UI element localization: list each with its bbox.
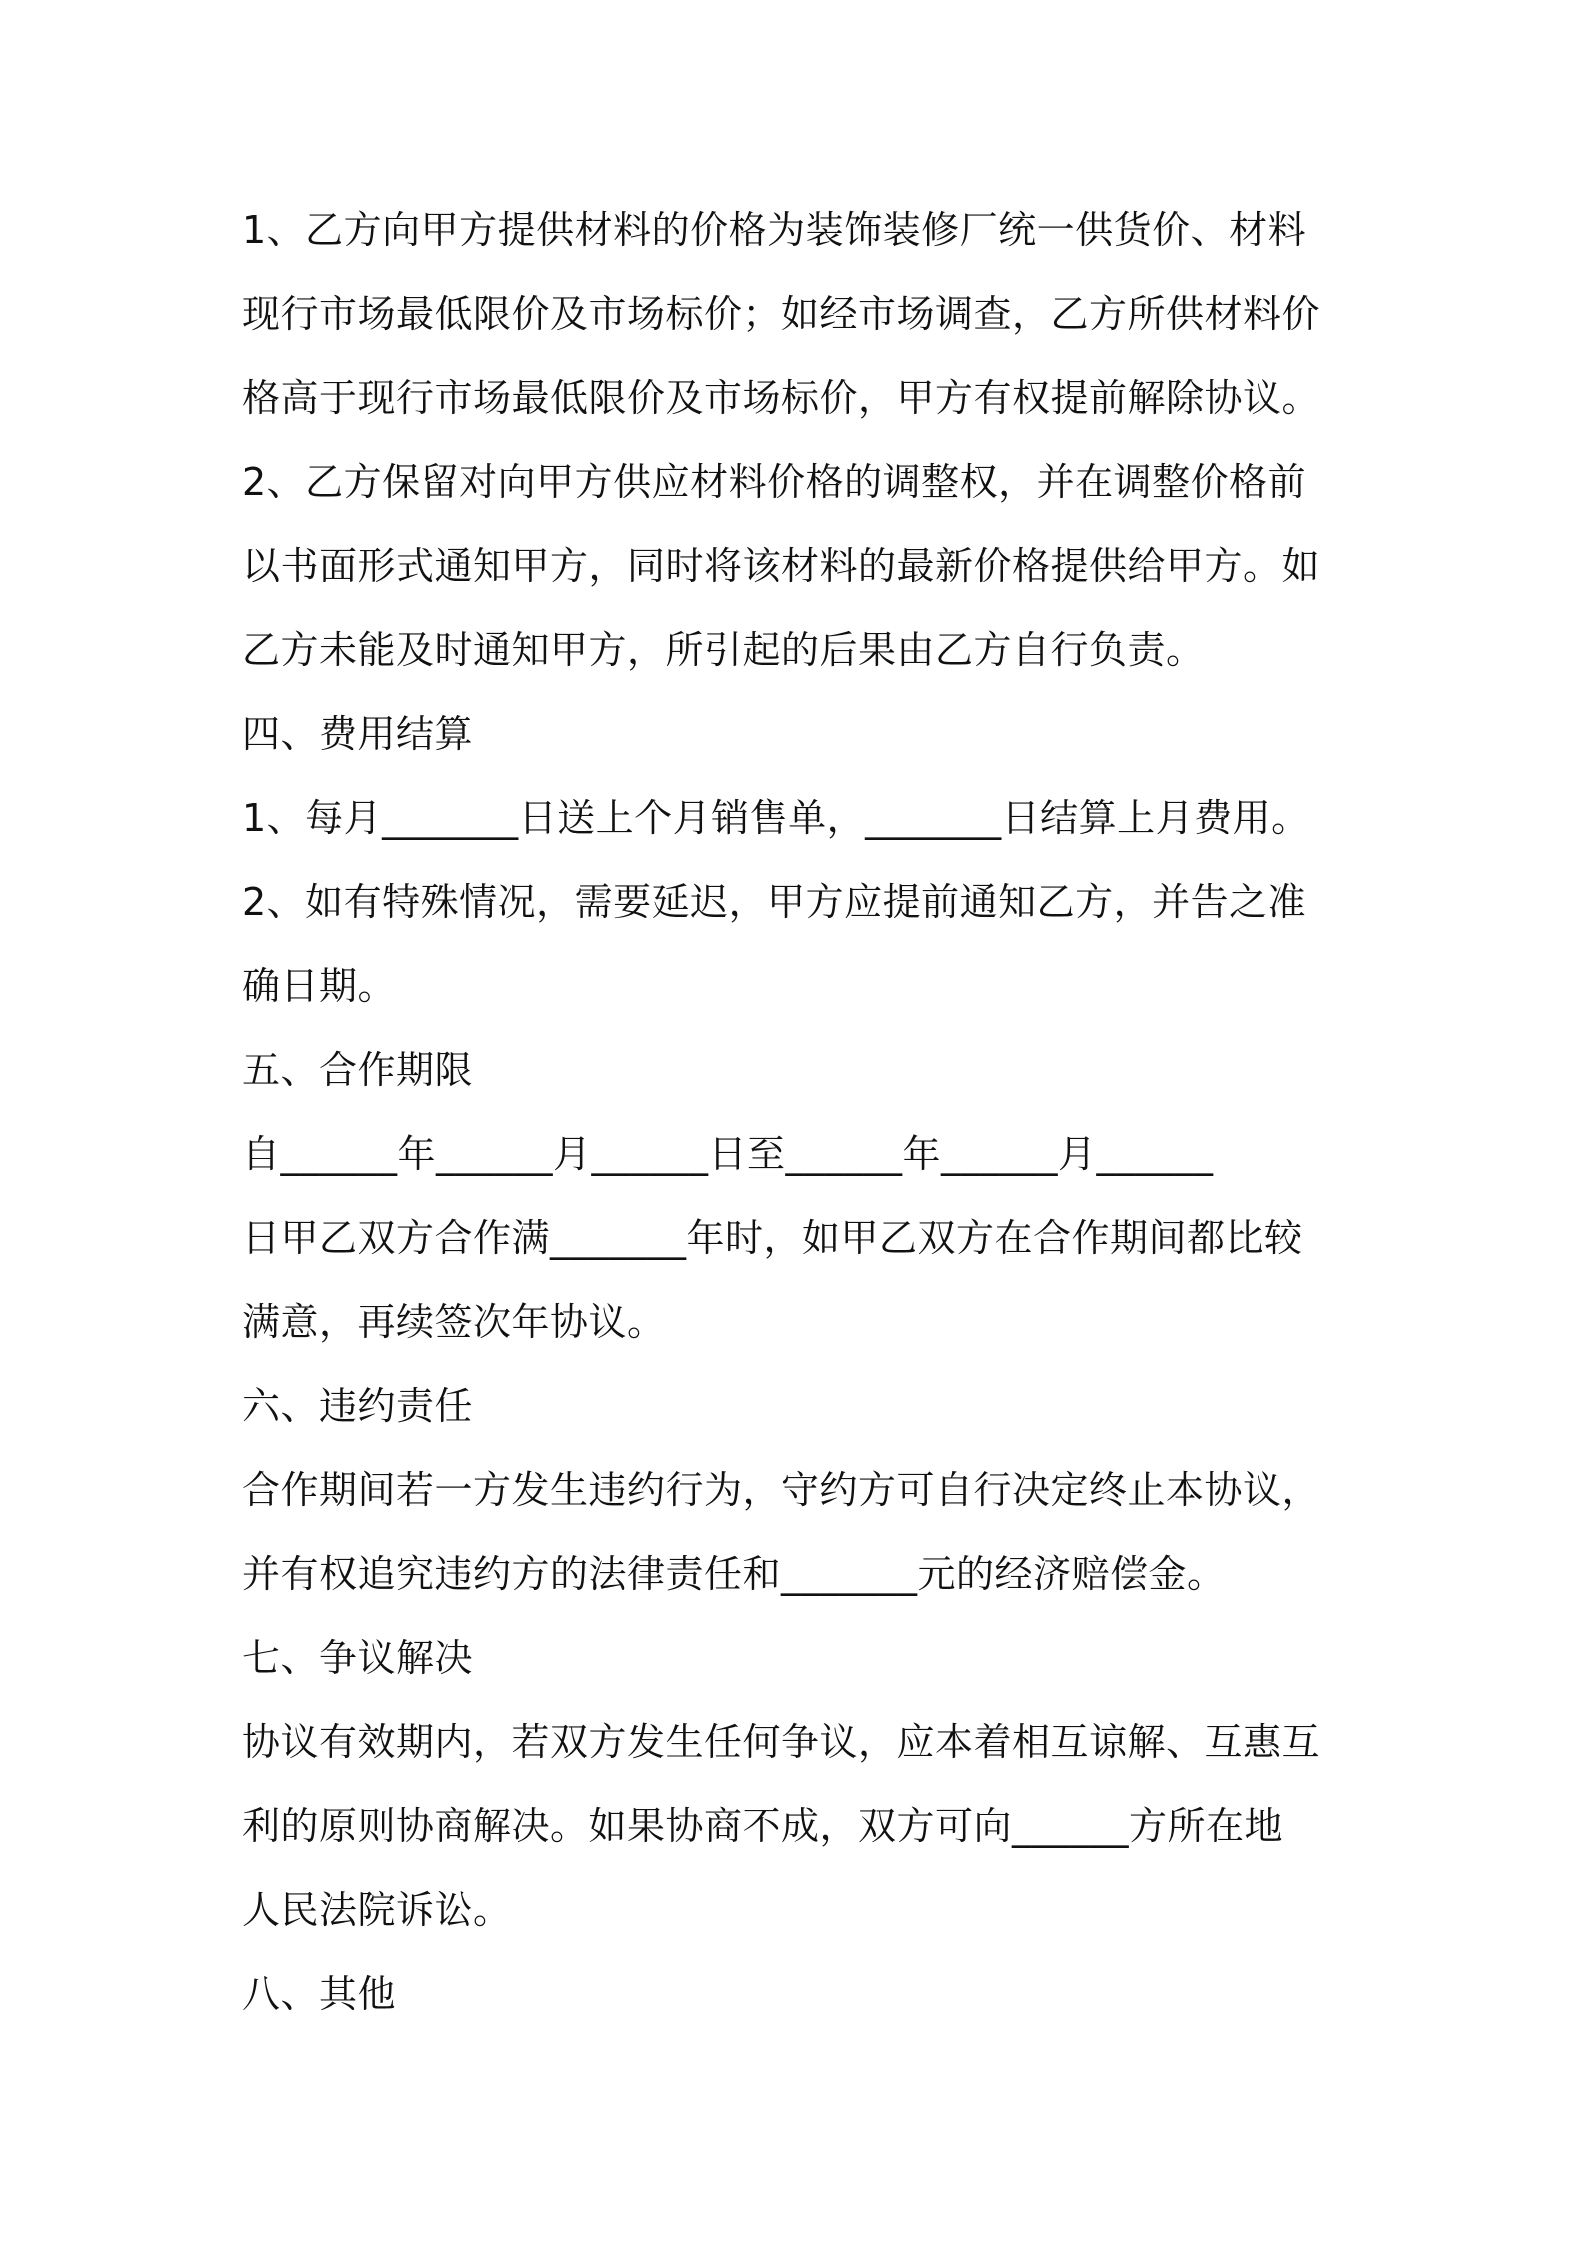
paragraph-line: 利的原则协商解决。如果协商不成，双方可向______方所在地 bbox=[242, 1804, 1284, 1848]
paragraph-line: 确日期。 bbox=[242, 964, 397, 1008]
paragraph-line: 自______年______月______日至______年______月______ bbox=[242, 1132, 1214, 1176]
paragraph-line: 现行市场最低限价及市场标价；如经市场调查，乙方所供材料价 bbox=[242, 292, 1321, 336]
paragraph-line: 1、每月_______日送上个月销售单，_______日结算上月费用。 bbox=[242, 796, 1310, 840]
paragraph-line: 2、如有特殊情况，需要延迟，甲方应提前通知乙方，并告之准 bbox=[242, 880, 1307, 924]
paragraph-line: 人民法院诉讼。 bbox=[242, 1888, 512, 1932]
section-heading: 四、费用结算 bbox=[242, 712, 474, 756]
paragraph-line: 满意，再续签次年协议。 bbox=[242, 1300, 666, 1344]
paragraph-line: 乙方未能及时通知甲方，所引起的后果由乙方自行负责。 bbox=[242, 628, 1205, 672]
paragraph-line: 格高于现行市场最低限价及市场标价，甲方有权提前解除协议。 bbox=[242, 376, 1321, 420]
paragraph-line: 合作期间若一方发生违约行为，守约方可自行决定终止本协议， bbox=[242, 1468, 1321, 1512]
section-heading: 五、合作期限 bbox=[242, 1048, 474, 1092]
section-heading: 六、违约责任 bbox=[242, 1384, 474, 1428]
section-heading: 七、争议解决 bbox=[242, 1636, 474, 1680]
section-heading: 八、其他 bbox=[242, 1972, 397, 2016]
paragraph-line: 协议有效期内，若双方发生任何争议，应本着相互谅解、互惠互 bbox=[242, 1720, 1321, 1764]
paragraph-line: 并有权追究违约方的法律责任和_______元的经济赔偿金。 bbox=[242, 1552, 1226, 1596]
paragraph-line: 2、乙方保留对向甲方供应材料价格的调整权，并在调整价格前 bbox=[242, 460, 1307, 504]
paragraph-line: 日甲乙双方合作满_______年时，如甲乙双方在合作期间都比较 bbox=[242, 1216, 1303, 1260]
paragraph-line: 以书面形式通知甲方，同时将该材料的最新价格提供给甲方。如 bbox=[242, 544, 1321, 588]
paragraph-line: 1、乙方向甲方提供材料的价格为装饰装修厂统一供货价、材料 bbox=[242, 208, 1307, 252]
